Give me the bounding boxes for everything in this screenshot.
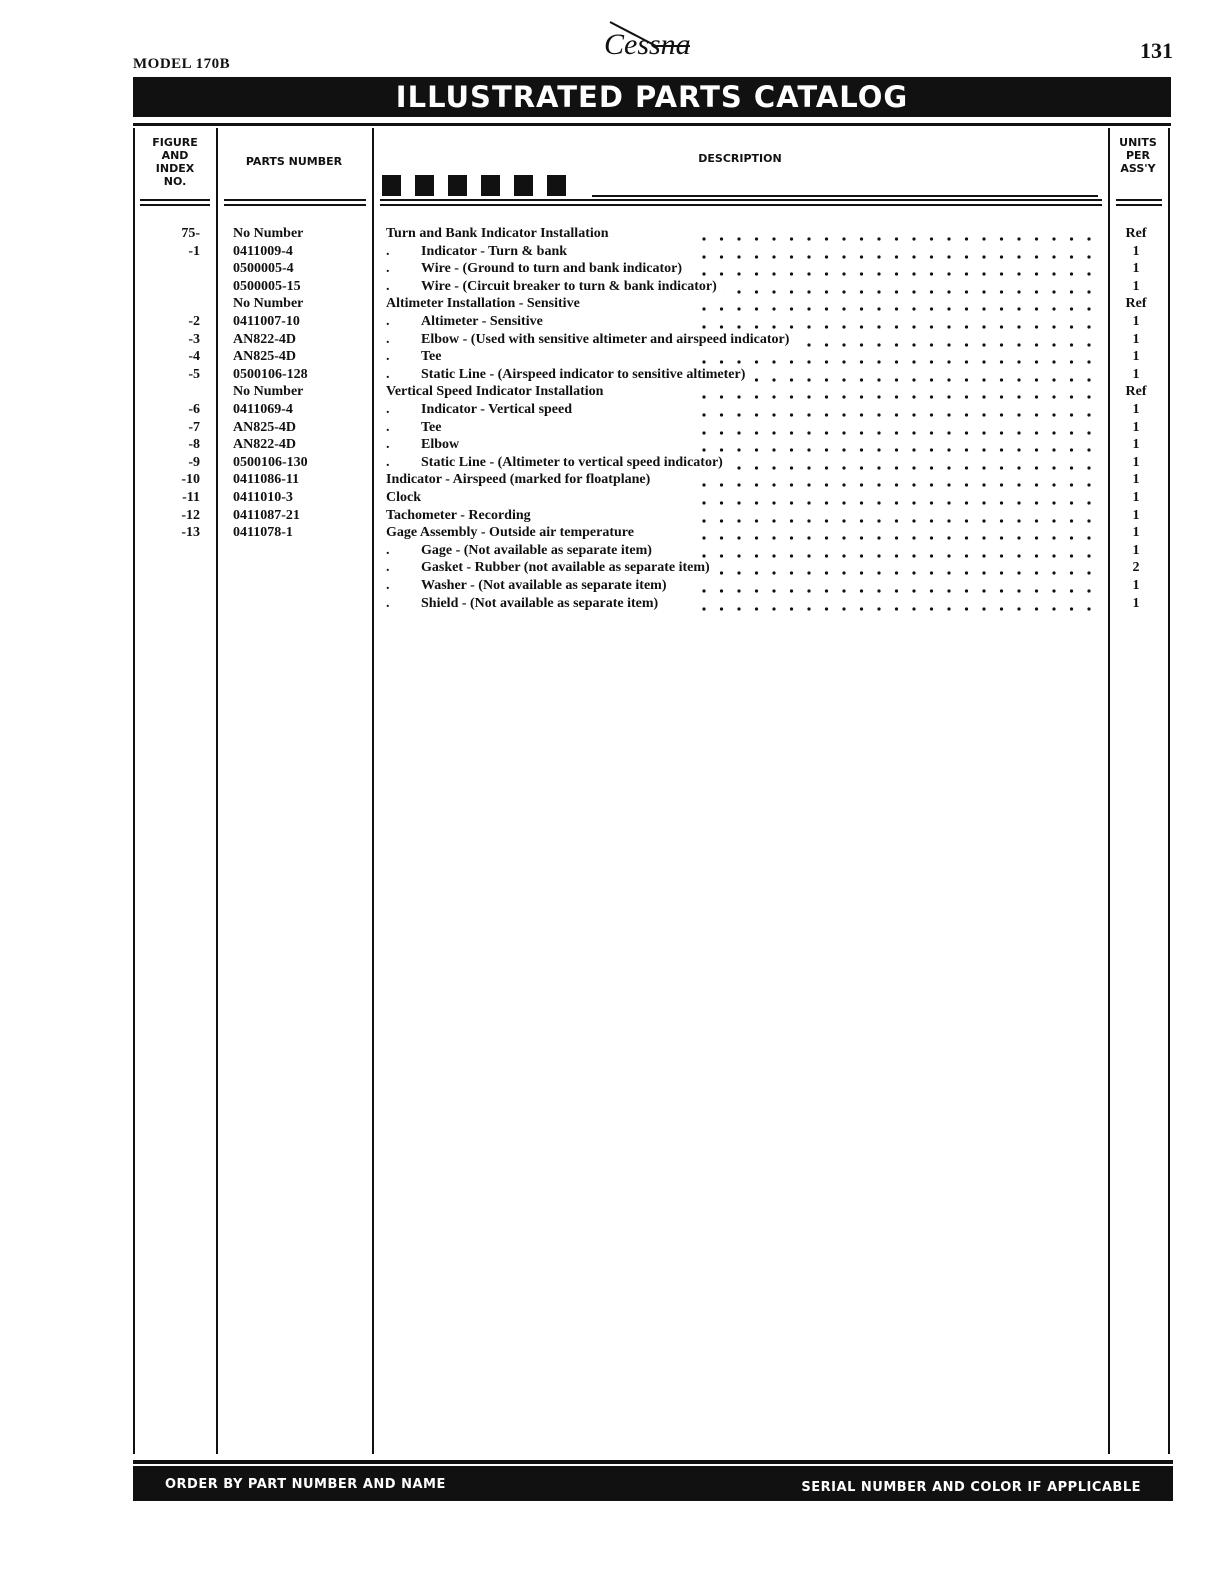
units-per-assembly: 1 xyxy=(1132,542,1140,558)
table-row xyxy=(0,543,1224,561)
indent-square xyxy=(382,175,401,196)
part-description: Altimeter Installation - Sensitive xyxy=(386,296,586,312)
part-description: Turn and Bank Indicator Installation xyxy=(386,226,615,242)
part-description: Gasket - Rubber (not available as separate item) xyxy=(421,560,716,576)
part-number: No Number xyxy=(233,226,304,241)
part-number: AN825-4D xyxy=(233,349,296,365)
leader-dots xyxy=(384,437,1099,454)
index-number: -11 xyxy=(182,490,200,505)
indent-dot: . xyxy=(386,437,390,453)
units-per-assembly: Ref xyxy=(1125,384,1147,400)
index-number: -3 xyxy=(188,331,200,347)
indent-dot: . xyxy=(386,278,390,294)
index-number: -12 xyxy=(181,507,200,523)
index-number: -5 xyxy=(188,366,200,382)
table-row xyxy=(0,472,1224,490)
index-number: -6 xyxy=(188,402,200,417)
leader-dots xyxy=(384,490,1099,507)
header-rule xyxy=(224,204,366,206)
units-per-assembly: 1 xyxy=(1132,578,1140,593)
header-rule xyxy=(140,199,210,201)
table-row xyxy=(0,508,1224,526)
indent-square xyxy=(415,175,434,196)
units-per-assembly: 1 xyxy=(1132,243,1140,259)
description-underline xyxy=(592,195,1098,197)
part-number: 0411069-4 xyxy=(233,402,293,417)
units-per-assembly: Ref xyxy=(1125,296,1147,312)
header-rule xyxy=(380,199,1102,201)
units-per-assembly: 1 xyxy=(1132,331,1140,347)
header-rule xyxy=(140,204,210,206)
model-label: MODEL 170B xyxy=(133,56,231,72)
units-per-assembly: 1 xyxy=(1132,454,1140,470)
units-per-assembly: 1 xyxy=(1132,314,1140,329)
footer-rule xyxy=(133,1464,1173,1466)
part-description: Elbow xyxy=(421,437,465,453)
indent-dot: . xyxy=(386,261,390,277)
table-row xyxy=(0,226,1224,244)
table-row xyxy=(0,402,1224,420)
indent-dot: . xyxy=(386,402,390,417)
header-rule xyxy=(224,199,366,201)
part-description: Shield - (Not available as separate item) xyxy=(421,596,664,612)
part-number: 0411078-1 xyxy=(233,525,293,541)
table-row xyxy=(0,420,1224,438)
part-number: 0411087-21 xyxy=(233,507,300,523)
table-row xyxy=(0,261,1224,279)
part-description: Clock xyxy=(386,490,427,506)
indent-square xyxy=(481,175,500,196)
table-row xyxy=(0,560,1224,578)
table-row xyxy=(0,314,1224,332)
part-description: Indicator - Vertical speed xyxy=(421,402,578,418)
indent-dot: . xyxy=(386,419,390,435)
index-number: -1 xyxy=(188,243,200,259)
units-per-assembly: 1 xyxy=(1132,366,1140,382)
indent-dot: . xyxy=(386,314,390,329)
indent-square xyxy=(547,175,566,196)
part-number: 0500106-130 xyxy=(233,454,308,470)
units-header: UNITS PER ASS'Y xyxy=(1119,136,1157,175)
figure-index-header: FIGURE AND INDEX NO. xyxy=(152,136,198,188)
header-rule xyxy=(1116,199,1162,201)
leader-dots xyxy=(384,420,1099,437)
units-per-assembly: 1 xyxy=(1132,595,1140,611)
index-number: -4 xyxy=(188,349,200,365)
units-per-assembly: 1 xyxy=(1132,261,1140,277)
units-per-assembly: 1 xyxy=(1132,507,1140,523)
indent-dot: . xyxy=(386,349,390,365)
part-description: Gage Assembly - Outside air temperature xyxy=(386,525,640,541)
index-number: -10 xyxy=(181,472,200,488)
indent-dot: . xyxy=(386,366,390,382)
units-per-assembly: 1 xyxy=(1132,490,1140,505)
page-number: 131 xyxy=(1140,38,1173,63)
index-number: -2 xyxy=(188,314,200,329)
footer-right-text: SERIAL NUMBER AND COLOR IF APPLICABLE xyxy=(801,1480,1141,1495)
indent-dot: . xyxy=(386,542,390,558)
part-description: Static Line - (Altimeter to vertical speed indicator) xyxy=(421,455,729,471)
units-per-assembly: 1 xyxy=(1132,437,1140,453)
part-description: Washer - (Not available as separate item) xyxy=(421,578,672,594)
units-per-assembly: 1 xyxy=(1132,472,1140,488)
table-row xyxy=(0,455,1224,473)
part-description: Tee xyxy=(421,420,447,436)
table-row xyxy=(0,490,1224,508)
index-number: 75- xyxy=(181,226,200,241)
part-description: Indicator - Airspeed (marked for floatplane) xyxy=(386,472,656,488)
description-header: DESCRIPTION xyxy=(698,152,782,165)
table-row xyxy=(0,332,1224,350)
leader-dots xyxy=(384,349,1099,366)
units-per-assembly: 1 xyxy=(1132,419,1140,435)
cessna-logo xyxy=(598,16,698,66)
part-description: Tachometer - Recording xyxy=(386,508,537,524)
indent-dot: . xyxy=(386,331,390,347)
part-number: 0500005-4 xyxy=(233,261,294,277)
indent-square xyxy=(514,175,533,196)
indent-dot: . xyxy=(386,454,390,470)
part-description: Indicator - Turn & bank xyxy=(421,244,573,260)
table-row xyxy=(0,349,1224,367)
table-row xyxy=(0,525,1224,543)
header-rule xyxy=(1116,204,1162,206)
table-row xyxy=(0,367,1224,385)
part-number: 0500005-15 xyxy=(233,278,301,294)
units-per-assembly: 1 xyxy=(1132,278,1140,294)
catalog-banner: ILLUSTRATED PARTS CATALOG xyxy=(133,77,1171,117)
units-per-assembly: 1 xyxy=(1132,525,1140,541)
part-number: 0411009-4 xyxy=(233,243,293,259)
units-per-assembly: 1 xyxy=(1132,349,1140,365)
part-description: Static Line - (Airspeed indicator to sensitive altimeter) xyxy=(421,367,751,383)
units-per-assembly: Ref xyxy=(1125,226,1147,241)
indent-square xyxy=(448,175,467,196)
part-number: 0411010-3 xyxy=(233,490,293,505)
part-description: Tee xyxy=(421,349,447,365)
part-number: No Number xyxy=(233,384,304,400)
index-number: -13 xyxy=(181,525,200,541)
parts-number-header: PARTS NUMBER xyxy=(245,155,343,168)
table-row xyxy=(0,384,1224,402)
footer-bar xyxy=(133,1460,1173,1501)
table-row xyxy=(0,244,1224,262)
table-row xyxy=(0,578,1224,596)
part-number: No Number xyxy=(233,296,304,312)
part-number: 0500106-128 xyxy=(233,366,308,382)
footer-left-text: ORDER BY PART NUMBER AND NAME xyxy=(165,1477,446,1492)
indent-level-squares xyxy=(382,175,566,196)
part-description: Vertical Speed Indicator Installation xyxy=(386,384,609,400)
indent-dot: . xyxy=(386,560,390,576)
table-row xyxy=(0,596,1224,614)
index-number: -7 xyxy=(188,419,200,435)
part-number: 0411086-11 xyxy=(233,472,300,488)
header-rule xyxy=(380,204,1102,206)
index-number: -9 xyxy=(188,454,200,470)
table-row xyxy=(0,296,1224,314)
table-row xyxy=(0,437,1224,455)
table-row xyxy=(0,279,1224,297)
index-number: -8 xyxy=(188,437,200,453)
part-number: AN825-4D xyxy=(233,419,296,435)
part-number: 0411007-10 xyxy=(233,314,300,329)
part-description: Wire - (Ground to turn and bank indicator) xyxy=(421,261,688,277)
brand-text: Cessna xyxy=(604,28,691,61)
part-description: Elbow - (Used with sensitive altimeter and airspeed indicator) xyxy=(421,332,795,348)
indent-dot: . xyxy=(386,595,390,611)
top-rule xyxy=(133,123,1171,126)
part-description: Wire - (Circuit breaker to turn & bank indicator) xyxy=(421,279,723,295)
units-per-assembly: 1 xyxy=(1132,402,1140,417)
indent-dot: . xyxy=(386,578,390,593)
part-number: AN822-4D xyxy=(233,437,296,453)
units-per-assembly: 2 xyxy=(1132,560,1140,576)
part-number: AN822-4D xyxy=(233,331,296,347)
part-description: Altimeter - Sensitive xyxy=(421,314,549,330)
indent-dot: . xyxy=(386,243,390,259)
part-description: Gage - (Not available as separate item) xyxy=(421,543,658,559)
